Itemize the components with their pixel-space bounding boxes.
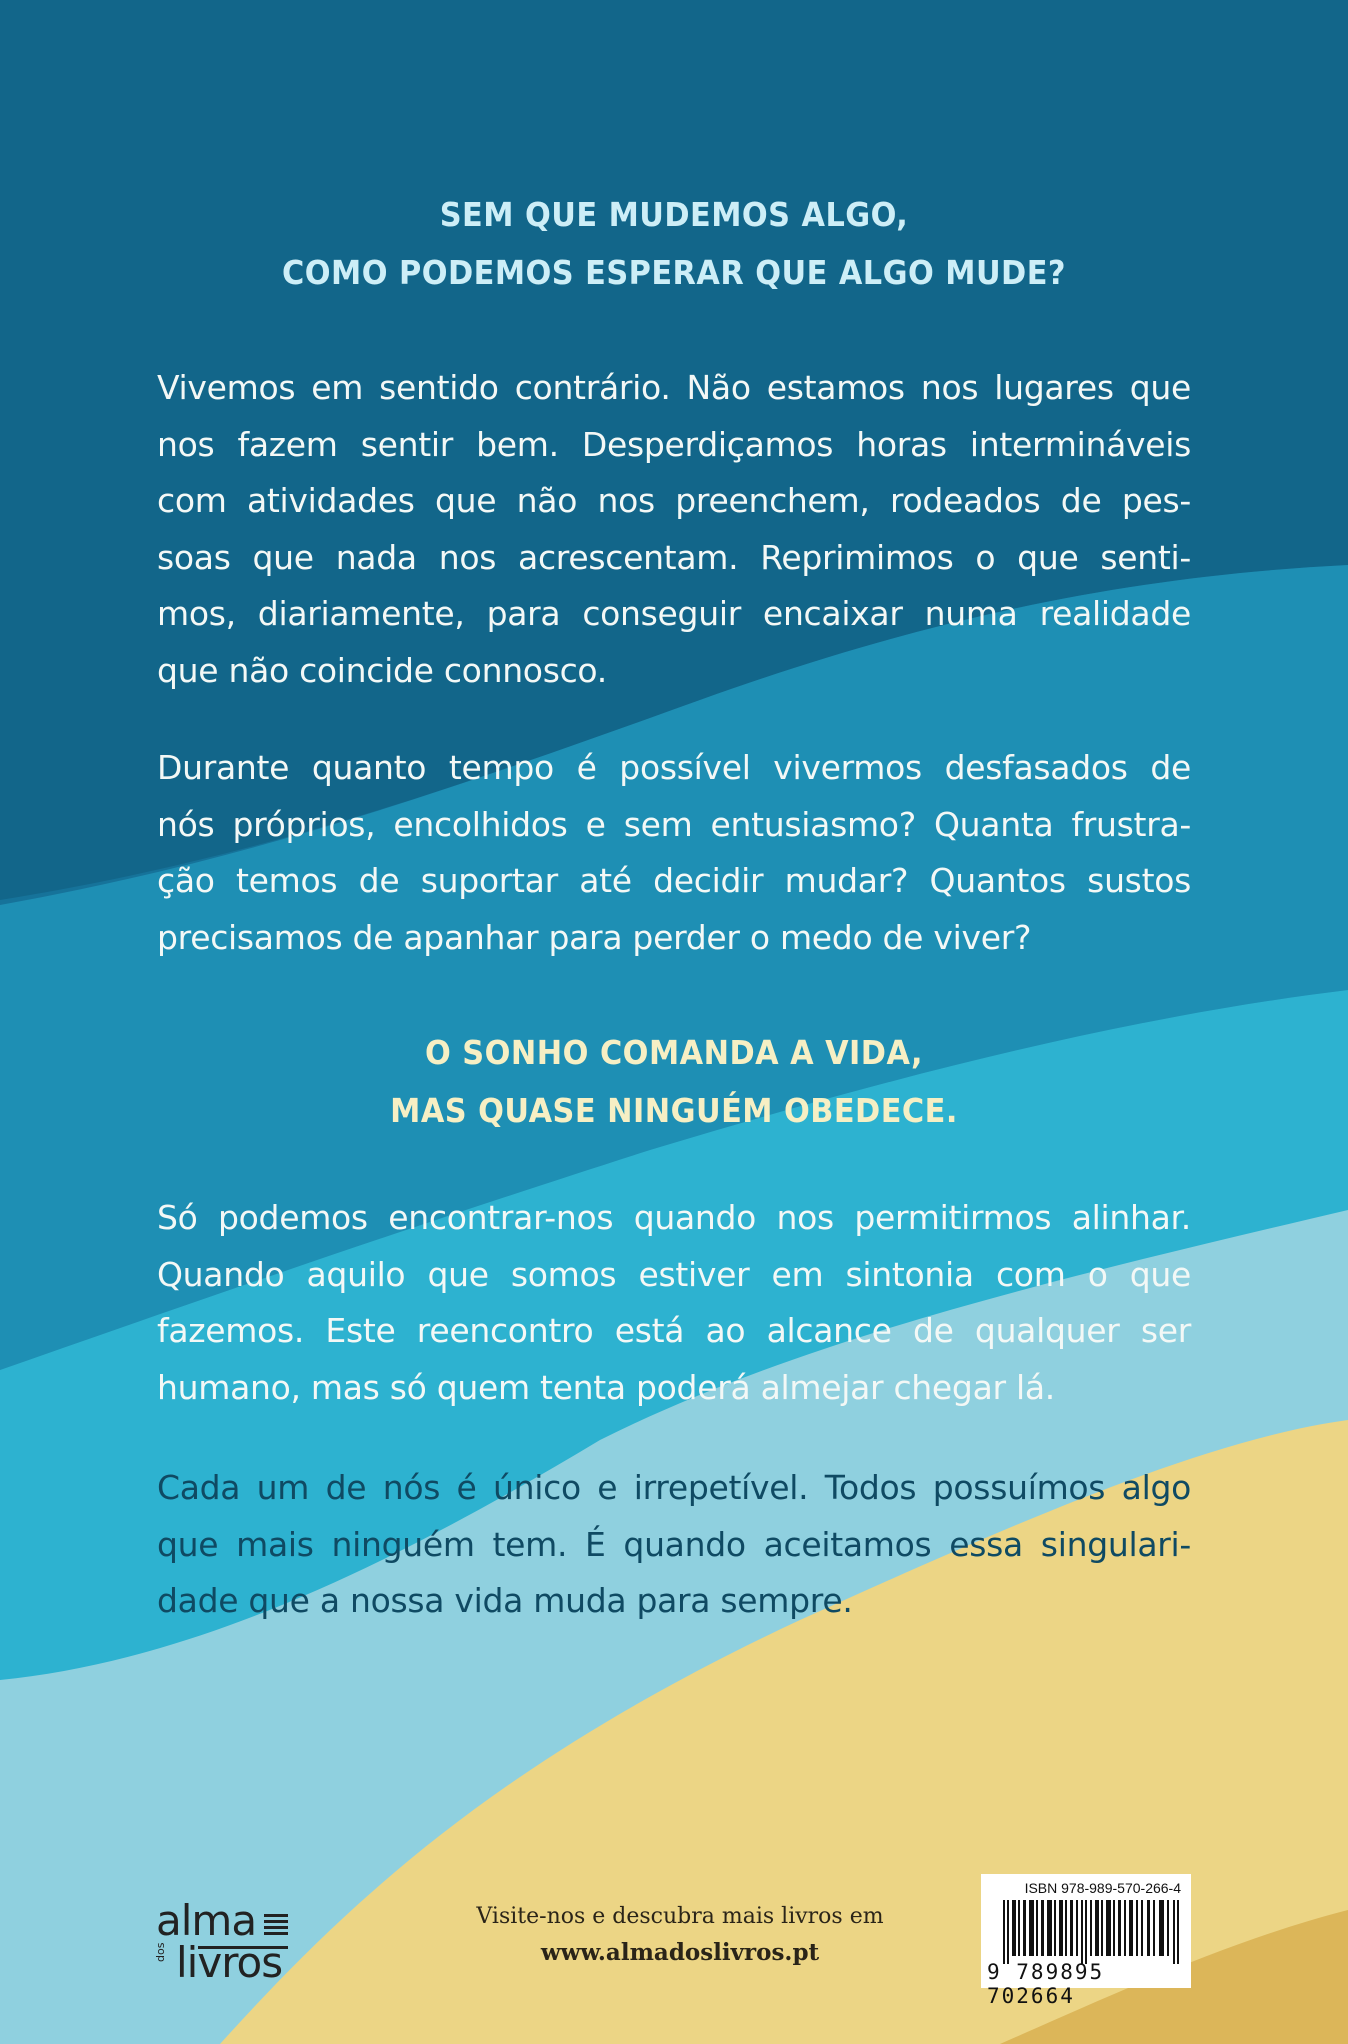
top-headline-line2: COMO PODEMOS ESPERAR QUE ALGO MUDE? [282,253,1066,292]
visit-text: Visite-nos e descubra mais livros em [476,1904,884,1929]
middle-headline-line2: MAS QUASE NINGUÉM OBEDECE. [390,1091,958,1130]
paragraph-line: Cada um de nós é único e irrepetível. Todos possuímos algo [157,1468,1191,1507]
paragraph-line: mos, diariamente, para conseguir encaixar numa realidade [157,594,1191,633]
middle-headline-line1: O SONHO COMANDA A VIDA, [425,1033,923,1072]
paragraph-line: humano, mas só quem tenta poderá almejar chegar lá. [157,1367,1055,1407]
middle-headline [54,1024,1294,1140]
website-link[interactable]: www.almadoslivros.pt [540,1939,820,1966]
isbn-barcode [981,1874,1191,2008]
paragraph-2 [157,740,1191,966]
book-stack-icon [264,1914,288,1938]
paragraph-line: Vivemos em sentido contrário. Não estamos nos lugares que [157,368,1191,407]
paragraph-3 [157,1190,1191,1416]
logo-word-livros: livros [176,1938,283,1987]
paragraph-line: dade que a nossa vida muda para sempre. [157,1581,853,1620]
paragraph-line: precisamos de apanhar para perder o medo de viver? [157,917,1032,957]
paragraph-line: soas que nada nos acrescentam. Reprimimos o que senti- [157,537,1191,577]
paragraph-line: ção temos de suportar até decidir mudar? Quantos sustos [157,861,1191,900]
paragraph-4 [157,1460,1191,1630]
paragraph-line: que não coincide connosco. [157,650,607,690]
paragraph-line: fazemos. Este reencontro está ao alcance de qualquer ser [157,1311,1191,1350]
paragraph-line: que mais ninguém tem. É quando aceitamos essa singulari- [157,1524,1191,1564]
barcode-icon [1003,1900,1179,1964]
visit-block [440,1900,920,1972]
publisher-logo [154,1896,288,1988]
paragraph-line: nós próprios, encolhidos e sem entusiasmo? Quanta frustra- [157,804,1191,844]
top-headline [54,186,1294,302]
paragraph-line: Quando aquilo que somos estiver em sintonia com o que [157,1254,1191,1294]
isbn-label: ISBN 978-989-570-266-4 [1024,1880,1181,1896]
paragraph-line: Só podemos encontrar-nos quando nos permitirmos alinhar. [157,1198,1191,1237]
barcode-digits: 9 789895 702664 [987,1960,1105,2008]
paragraph-1 [157,360,1191,699]
paragraph-line: com atividades que não nos preenchem, rodeados de pes- [157,481,1191,520]
top-headline-line1: SEM QUE MUDEMOS ALGO, [439,195,909,234]
paragraph-line: nos fazem sentir bem. Desperdiçamos horas intermináveis [157,424,1191,464]
logo-word-dos: dos [154,1942,167,1962]
logo-word-alma: alma [156,1896,257,1945]
paragraph-line: Durante quanto tempo é possível vivermos desfasados de [157,748,1191,787]
